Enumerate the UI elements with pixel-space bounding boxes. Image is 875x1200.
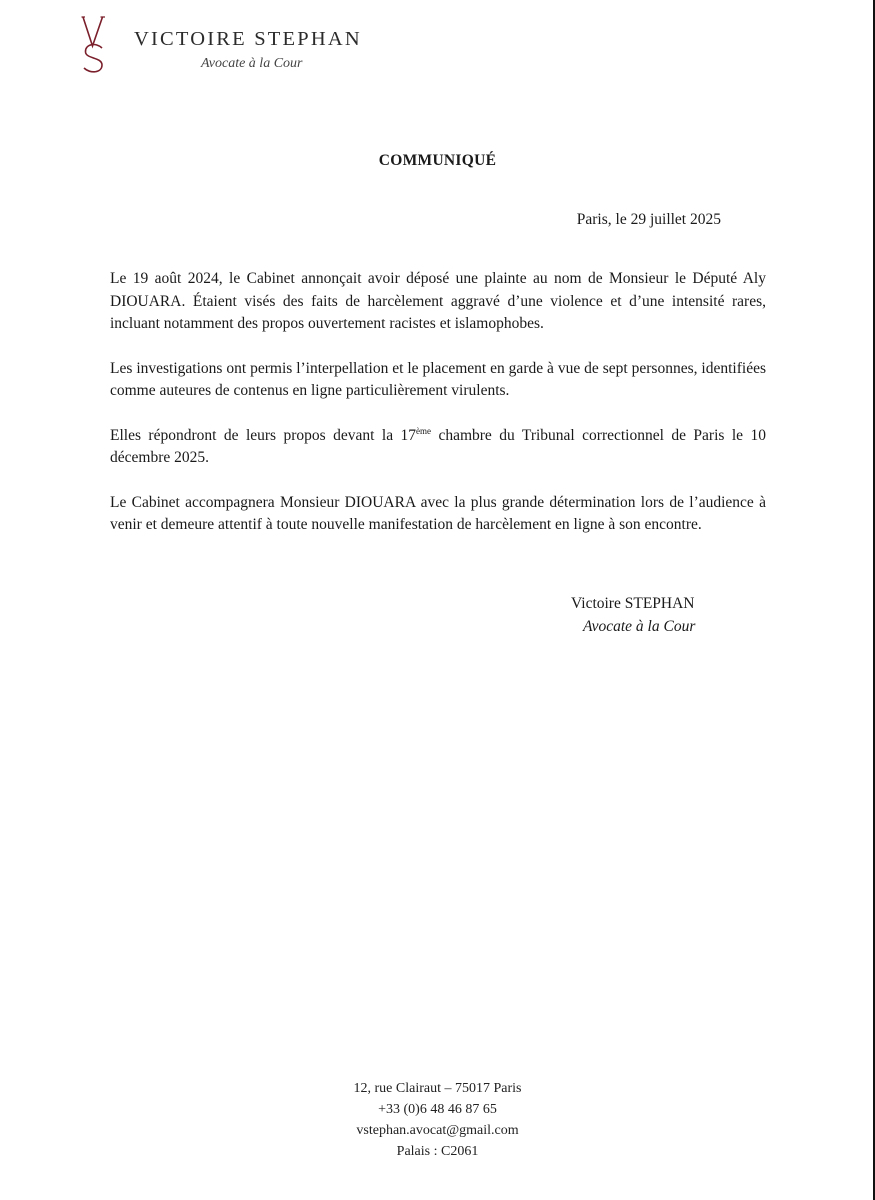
footer-palais: Palais : C2061: [396, 1144, 479, 1159]
paragraph-1: Le 19 août 2024, le Cabinet annonçait avoir déposé une plainte au nom de Monsieur le Député Aly DIOUARA. Étaient visés des faits de harcèlement aggravé d’une violence et d’une intensité rares, incluant notamment des propos ouvertement racistes et islamophobes.: [110, 270, 766, 332]
vs-monogram-logo: [80, 14, 108, 76]
footer-contact: [0, 1078, 875, 1162]
place-date: Paris, le 29 juillet 2025: [576, 211, 721, 228]
communique-body: [110, 268, 766, 559]
paragraph-3-start: Elles répondront de leurs propos devant la 17: [110, 426, 417, 444]
firm-name: VICTOIRE STEPHAN: [134, 28, 362, 50]
document-title: COMMUNIQUÉ: [378, 152, 497, 169]
footer-email: vstephan.avocat@gmail.com: [356, 1123, 519, 1138]
footer-phone: +33 (0)6 48 46 87 65: [378, 1102, 497, 1117]
paragraph-3: [110, 425, 766, 470]
signature-name: Victoire STEPHAN: [571, 595, 695, 612]
signature-title: Avocate à la Cour: [583, 617, 696, 635]
paragraph-2: Les investigations ont permis l’interpellation et le placement en garde à vue de sept personnes, identifiées comme auteures de contenus en ligne particulièrement virulents.: [110, 359, 766, 399]
paragraph-4: Le Cabinet accompagnera Monsieur DIOUARA avec la plus grande détermination lors de l’audience à venir et demeure attentif à toute nouvelle manifestation de harcèlement en ligne à son encontre.: [110, 493, 766, 533]
paragraph-3-end: chambre du Tribunal correctionnel de Paris le 10 décembre 2025.: [110, 426, 766, 466]
ordinal-superscript: ème: [416, 425, 432, 436]
footer-address: 12, rue Clairaut – 75017 Paris: [353, 1081, 522, 1096]
signature-block: [571, 593, 695, 638]
firm-subtitle: Avocate à la Cour: [201, 56, 303, 71]
